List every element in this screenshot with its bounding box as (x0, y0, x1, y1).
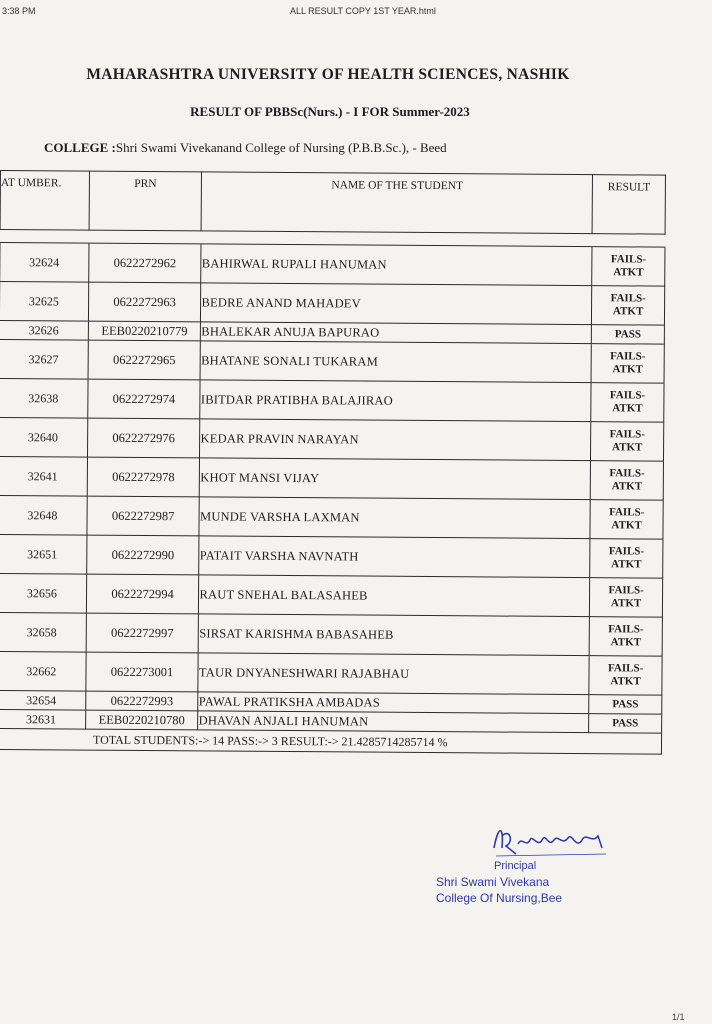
header-seat-number: AT UMBER. (0, 171, 89, 231)
prn-cell: 0622272965 (88, 340, 201, 380)
seat-number-cell: 32625 (0, 282, 88, 322)
student-name-cell: PAWAL PRATIKSHA AMBADAS (198, 692, 589, 714)
principal-stamp-line1: Shri Swami Vivekana (436, 875, 550, 889)
result-status-detail: ATKT (612, 402, 643, 415)
table-row (0, 651, 662, 695)
seat-number-cell: 32624 (0, 243, 89, 283)
student-name-cell: DHAVAN ANJALI HANUMAN (198, 711, 589, 733)
result-status-detail: ATKT (613, 266, 644, 279)
result-status: FAILS- (607, 662, 644, 675)
university-title: MAHARASHTRA UNIVERSITY OF HEALTH SCIENCES, NASHIK (86, 66, 570, 83)
principal-stamp-line2: College Of Nursing,Bee (436, 891, 563, 905)
student-name-cell: KEDAR PRAVIN NARAYAN (200, 419, 591, 461)
result-status: FAILS- (609, 389, 646, 402)
result-cell (589, 617, 662, 657)
prn-cell: EEB0220210780 (85, 710, 198, 730)
result-status: FAILS- (609, 467, 645, 480)
result-cell (590, 578, 663, 618)
total-row (0, 728, 662, 754)
prn-cell: 0622272994 (86, 574, 199, 614)
student-name-cell: SIRSAT KARISHMA BABASAHEB (199, 614, 590, 656)
seat-number-cell: 32651 (0, 534, 87, 574)
result-status: PASS (614, 327, 642, 340)
prn-cell: 0622272962 (88, 243, 201, 283)
principal-stamp (436, 858, 616, 906)
header-prn: PRN (89, 171, 202, 231)
seat-number-cell: 32654 (0, 690, 86, 710)
header-result: RESULT (592, 175, 665, 235)
exam-title: RESULT OF PBBSc(Nurs.) - I FOR Summer-2023 (190, 104, 470, 119)
result-cell (591, 344, 664, 384)
seat-number-cell: 32656 (0, 573, 86, 613)
result-status-detail: ATKT (612, 363, 643, 376)
prn-cell: 0622272993 (85, 691, 198, 711)
header-student-name: NAME OF THE STUDENT (202, 172, 593, 234)
prn-cell: 0622272978 (87, 457, 200, 497)
student-name-cell: RAUT SNEHAL BALASAHEB (199, 575, 590, 617)
result-status-detail: ATKT (610, 597, 642, 610)
result-cell (590, 539, 663, 579)
result-cell (589, 714, 662, 734)
prn-cell: 0622272963 (88, 282, 201, 322)
seat-number-cell: 32658 (0, 612, 86, 652)
total-summary: TOTAL STUDENTS:-> 14 PASS:-> 3 RESULT:-> 21.4285714285714 % (0, 728, 662, 754)
result-status-detail: ATKT (611, 558, 642, 571)
result-status: FAILS- (609, 428, 645, 441)
prn-cell: 0622272974 (87, 379, 200, 419)
college-line (44, 140, 447, 156)
principal-signature (488, 818, 618, 862)
table-row (0, 534, 663, 578)
result-status: FAILS- (610, 350, 646, 363)
print-filename: ALL RESULT COPY 1ST YEAR.html (290, 6, 436, 16)
student-name-cell: BAHIRWAL RUPALI HANUMAN (201, 244, 592, 286)
student-name-cell: IBITDAR PRATIBHA BALAJIRAO (200, 380, 591, 422)
student-name-cell: BHATANE SONALI TUKARAM (200, 341, 591, 383)
student-name-cell: PATAIT VARSHA NAVNATH (199, 536, 590, 578)
table-row (0, 282, 665, 326)
prn-cell: 0622273001 (86, 652, 199, 692)
page-number: 1/1 (672, 1012, 685, 1022)
seat-number-cell: 32627 (0, 339, 88, 379)
result-cell (589, 695, 662, 715)
table-row (0, 339, 664, 383)
seat-number-cell: 32662 (0, 651, 86, 691)
result-status: PASS (612, 716, 639, 729)
prn-cell: EEB0220210779 (88, 321, 201, 341)
table-row (0, 612, 662, 656)
principal-title: Principal (494, 860, 537, 872)
result-status: FAILS- (608, 584, 644, 597)
table-header-row (0, 171, 665, 235)
result-cell (590, 461, 663, 501)
result-cell (592, 325, 665, 345)
student-name-cell: BEDRE ANAND MAHADEV (201, 283, 592, 325)
result-status: FAILS- (608, 623, 644, 636)
table-row (0, 573, 663, 617)
result-status: FAILS- (610, 253, 647, 266)
prn-cell: 0622272976 (87, 418, 200, 458)
result-table (0, 170, 666, 755)
seat-number-cell: 32641 (0, 456, 87, 496)
college-name: Shri Swami Vivekanand College of Nursing (P.B.B.Sc.), - Beed (115, 140, 447, 155)
result-status-detail: ATKT (611, 519, 642, 532)
result-cell (592, 286, 665, 326)
seat-number-cell: 32648 (0, 495, 87, 535)
result-cell (592, 247, 665, 287)
table-row (0, 243, 665, 287)
result-status-detail: ATKT (610, 636, 642, 649)
seat-number-cell: 32631 (0, 709, 85, 729)
prn-cell: 0622272990 (86, 535, 199, 575)
result-status-detail: ATKT (611, 441, 643, 454)
result-status: FAILS- (609, 506, 645, 519)
student-name-cell: TAUR DNYANESHWARI RAJABHAU (198, 653, 589, 695)
result-status-detail: ATKT (610, 675, 641, 688)
table-row (0, 495, 663, 539)
student-name-cell: BHALEKAR ANUJA BAPURAO (201, 322, 592, 344)
result-status: FAILS- (610, 292, 646, 305)
result-cell (591, 383, 664, 423)
seat-number-cell: 32640 (0, 417, 87, 457)
college-label: COLLEGE : (44, 140, 116, 155)
student-name-cell: MUNDE VARSHA LAXMAN (199, 497, 590, 539)
table-row (0, 456, 663, 500)
table-row (0, 417, 664, 461)
seat-number-cell: 32638 (0, 378, 88, 418)
result-status: FAILS- (608, 545, 645, 558)
result-cell (589, 656, 662, 696)
print-time: 3:38 PM (2, 6, 36, 16)
result-status: PASS (612, 697, 639, 710)
result-cell (591, 422, 664, 462)
result-status-detail: ATKT (611, 480, 643, 493)
prn-cell: 0622272987 (87, 496, 200, 536)
student-name-cell: KHOT MANSI VIJAY (200, 458, 591, 500)
table-row (0, 378, 664, 422)
result-status-detail: ATKT (612, 305, 644, 318)
prn-cell: 0622272997 (86, 613, 199, 653)
seat-number-cell: 32626 (0, 320, 88, 340)
result-cell (590, 500, 663, 540)
